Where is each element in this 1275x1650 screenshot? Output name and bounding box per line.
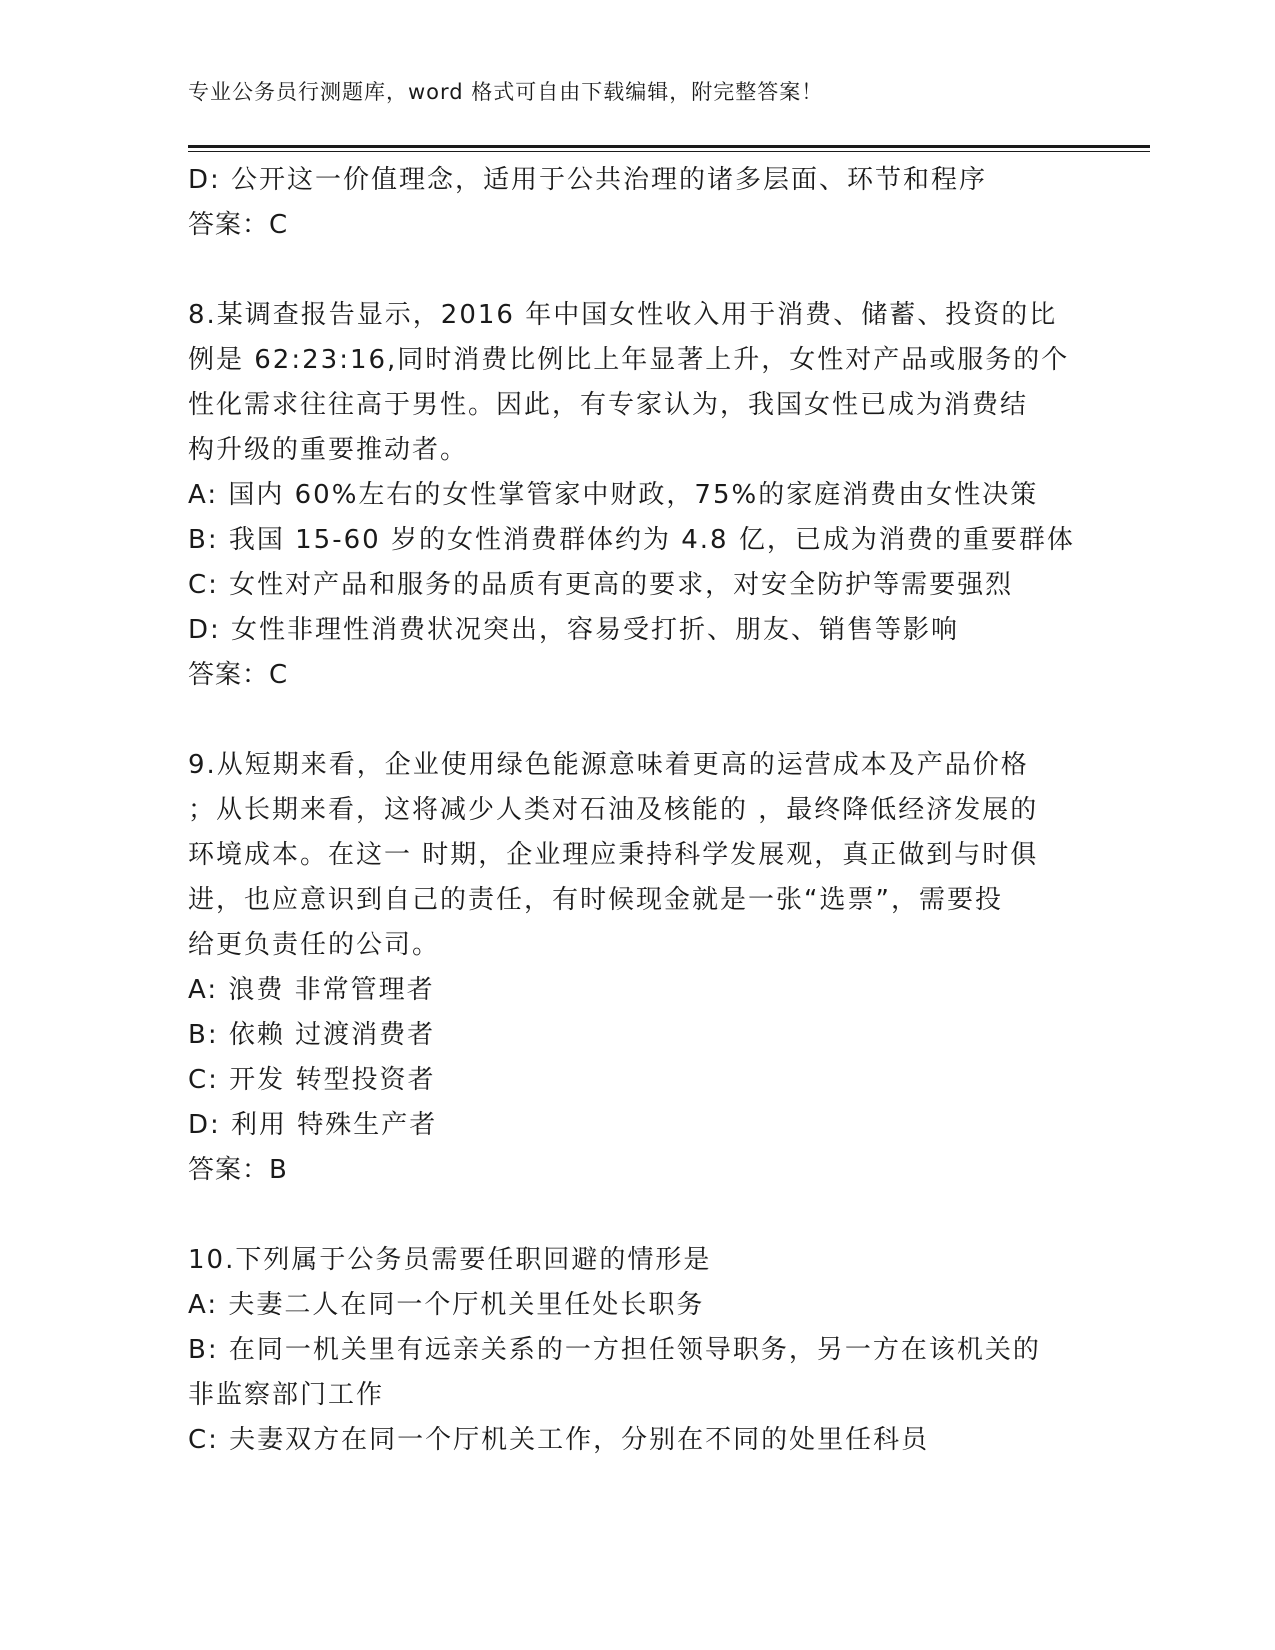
q10-option-a: A: 夫妻二人在同一个厅机关里任处长职务 [188,1290,705,1320]
q8-option-a: A: 国内 60%左右的女性掌管家中财政，75%的家庭消费由女性决策 [188,480,1039,510]
q9-option-a: A: 浪费 非常管理者 [188,975,435,1005]
q10-option-b: B: 在同一机关里有远亲关系的一方担任领导职务，另一方在该机关的 [188,1335,1041,1365]
q8-option-d: D: 女性非理性消费状况突出，容易受打折、朋友、销售等影响 [188,615,960,645]
q8-stem-line: 8.某调查报告显示，2016 年中国女性收入用于消费、储蓄、投资的比 [188,300,1058,330]
q9-option-d: D: 利用 特殊生产者 [188,1110,438,1140]
question-9 [188,743,1088,1193]
q9-option-b: B: 依赖 过渡消费者 [188,1020,436,1050]
q10-stem-line: 10.下列属于公务员需要任职回避的情形是 [188,1245,712,1275]
q8-option-c: C: 女性对产品和服务的品质有更高的要求，对安全防护等需要强烈 [188,570,1014,600]
question-10 [188,1238,1088,1463]
q8-answer: 答案：C [188,660,289,690]
q9-stem-line: 9.从短期来看，企业使用绿色能源意味着更高的运营成本及产品价格 [188,750,1029,780]
q10-option-b-continued: 非监察部门工作 [188,1380,385,1410]
q8-option-b: B: 我国 15-60 岁的女性消费群体约为 4.8 亿，已成为消费的重要群体 [188,525,1075,555]
question-8 [188,293,1088,698]
q9-answer: 答案：B [188,1155,288,1185]
spacer [188,1193,1088,1238]
q8-stem-line: 性化需求往往高于男性。因此，有专家认为，我国女性已成为消费结 [188,390,1029,420]
header-note: 专业公务员行测题库，word 格式可自由下载编辑，附完整答案！ [188,80,824,104]
spacer [188,698,1088,743]
q7-answer: 答案：C [188,210,289,240]
q8-stem-line: 例是 62:23:16,同时消费比例比上年显著上升，女性对产品或服务的个 [188,345,1070,375]
q9-stem-line: ；从长期来看，这将减少人类对石油及核能的 ，最终降低经济发展的 [188,795,1039,825]
q9-option-c: C: 开发 转型投资者 [188,1065,436,1095]
q9-stem-line: 进，也应意识到自己的责任，有时候现金就是一张“选票”，需要投 [188,885,1003,915]
question-content [188,158,1088,1463]
q9-stem-line: 给更负责任的公司。 [188,930,441,960]
q8-stem-line: 构升级的重要推动者。 [188,435,469,465]
header-rule-thick [188,145,1150,148]
q10-option-c: C: 夫妻双方在同一个厅机关工作，分别在不同的处里任科员 [188,1425,930,1455]
q7-option-d: D: 公开这一价值理念，适用于公共治理的诸多层面、环节和程序 [188,165,988,195]
q9-stem-line: 环境成本。在这一 时期，企业理应秉持科学发展观，真正做到与时俱 [188,840,1039,870]
header-rule-thin [188,151,1150,152]
spacer [188,248,1088,293]
